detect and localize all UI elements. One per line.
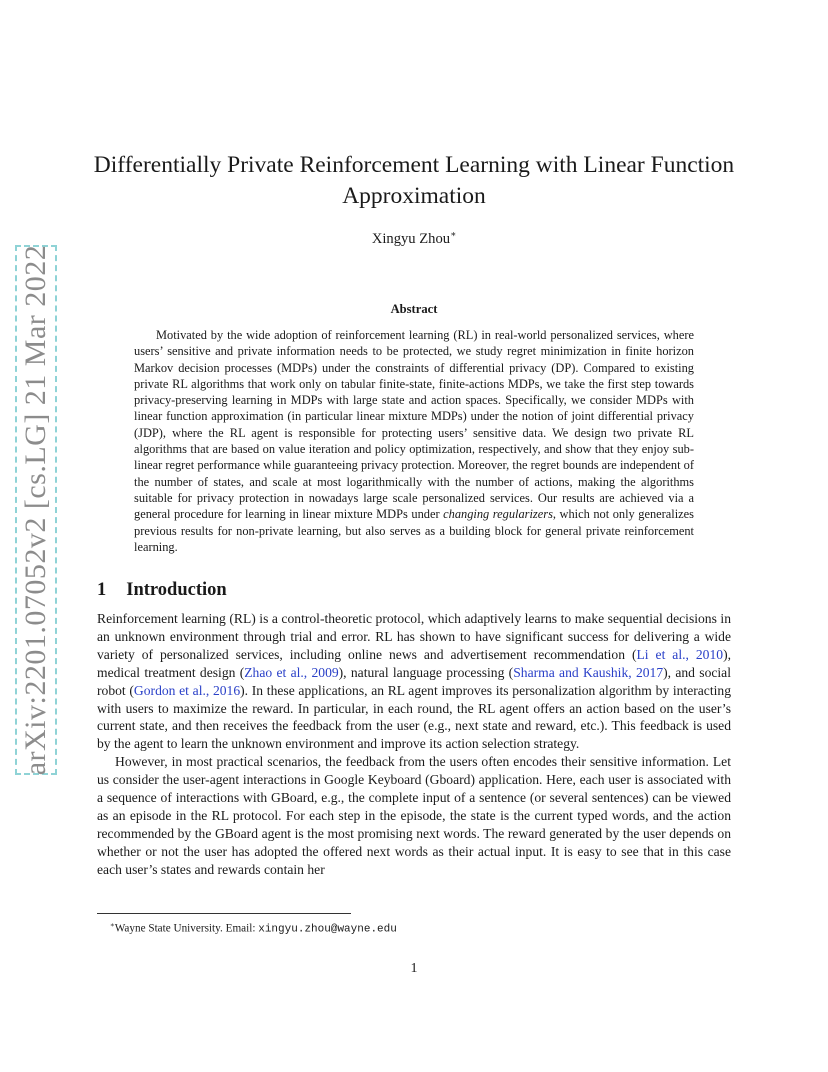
author-footnote-mark: ∗ <box>450 229 457 239</box>
abstract-text-2: , which not only generalizes previous results for non-private learning, but also serves as a building block for general private reinforcement learning. <box>134 507 695 554</box>
para-text: ), natural language processing ( <box>338 664 514 680</box>
intro-body <box>97 610 731 879</box>
arxiv-stamp <box>15 245 57 775</box>
para-text: ), and social robot ( <box>97 664 731 698</box>
intro-paragraph-1 <box>97 610 731 753</box>
author <box>0 229 828 248</box>
footnote <box>110 921 397 936</box>
citation-link[interactable]: Gordon et al., 2016 <box>133 682 241 698</box>
para-text: Reinforcement learning (RL) is a control-theoretic protocol, which adaptively learns to make sequential decisions in an unknown environment through trial and error. RL has shown to have significant success for delivering a wide variety of personalized services, including online news and advertisement recommendation ( <box>97 611 731 662</box>
arxiv-stamp-text: arXiv:2201.07052v2 [cs.LG] 21 Mar 2022 <box>19 244 52 776</box>
footnote-email[interactable]: xingyu.zhou@wayne.edu <box>258 923 397 936</box>
abstract-text-1: Motivated by the wide adoption of reinforcement learning (RL) in real-world personalized services, where users’ sensitive and private information needs to be protected, we study regret minimization in finite horizon Markov decision processes (MDPs) under the constraints of differential privacy (DP). Compared to existing private RL algorithms that work only on tabular finite-state, finite-actions MDPs, we take the first step towards privacy-preserving learning in MDPs with large state and action spaces. Specifically, we consider MDPs with linear function approximation (in particular linear mixture MDPs) under the notion of joint differential privacy (JDP), where the RL agent is responsible for protecting users’ sensitive data. We design two private RL algorithms that are based on value iteration and policy optimization, respectively, and show that they enjoy sub-linear regret performance while guaranteeing privacy protection. Moreover, the regret bounds are independent of the number of states, and scale at most logarithmically with the number of actions, making the algorithms suitable for privacy protection in nowadays large scale personalized services. Our results are achieved via a general procedure for learning in linear mixture MDPs under <box>134 328 694 522</box>
intro-paragraph-2: However, in most practical scenarios, the feedback from the users often encodes their sensitive information. Let us consider the user-agent interactions in Google Keyboard (Gboard) application. Here, each user is associated with a sequence of interactions with GBoard, e.g., the complete input of a sentence (or several sentences) can be viewed as an episode in the RL protocol. For each step in the episode, the state is the current typed words, and the action recommended by the GBoard agent is the most promising next words. The reward generated by the user depends on whether or not the user has adopted the offered next words as their actual input. It is easy to see that in this case each user’s states and rewards contain her <box>97 754 731 877</box>
citation-link[interactable]: Li et al., 2010 <box>636 646 724 662</box>
citation-link[interactable]: Sharma and Kaushik, 2017 <box>513 664 664 680</box>
section-number: 1 <box>97 580 107 600</box>
footnote-rule <box>97 913 351 914</box>
footnote-mark: ∗ <box>110 921 115 929</box>
abstract-body <box>134 327 694 555</box>
page-number: 1 <box>410 961 418 976</box>
para-text: ). In these applications, an RL agent improves its personalization algorithm by interacting with users to maximize the reward. In particular, in each round, the RL agent offers an action based on the user’s current state, and then receives the feedback from the user (e.g., next state and reward, etc.). This feedback is used by the agent to learn the unknown environment and improve its action selection strategy. <box>97 682 731 752</box>
section-title: Introduction <box>126 580 227 600</box>
abstract-heading: Abstract <box>390 302 438 316</box>
para-text: ), medical treatment design ( <box>97 646 731 680</box>
paper-title: Differentially Private Reinforcement Learning with Linear Function Approximation <box>93 152 735 209</box>
section-heading <box>97 580 227 601</box>
author-name: Xingyu Zhou <box>371 230 451 247</box>
footnote-text: Wayne State University. Email: <box>114 922 259 935</box>
abstract-emphasis: changing regularizers <box>443 507 553 522</box>
citation-link[interactable]: Zhao et al., 2009 <box>244 664 339 680</box>
